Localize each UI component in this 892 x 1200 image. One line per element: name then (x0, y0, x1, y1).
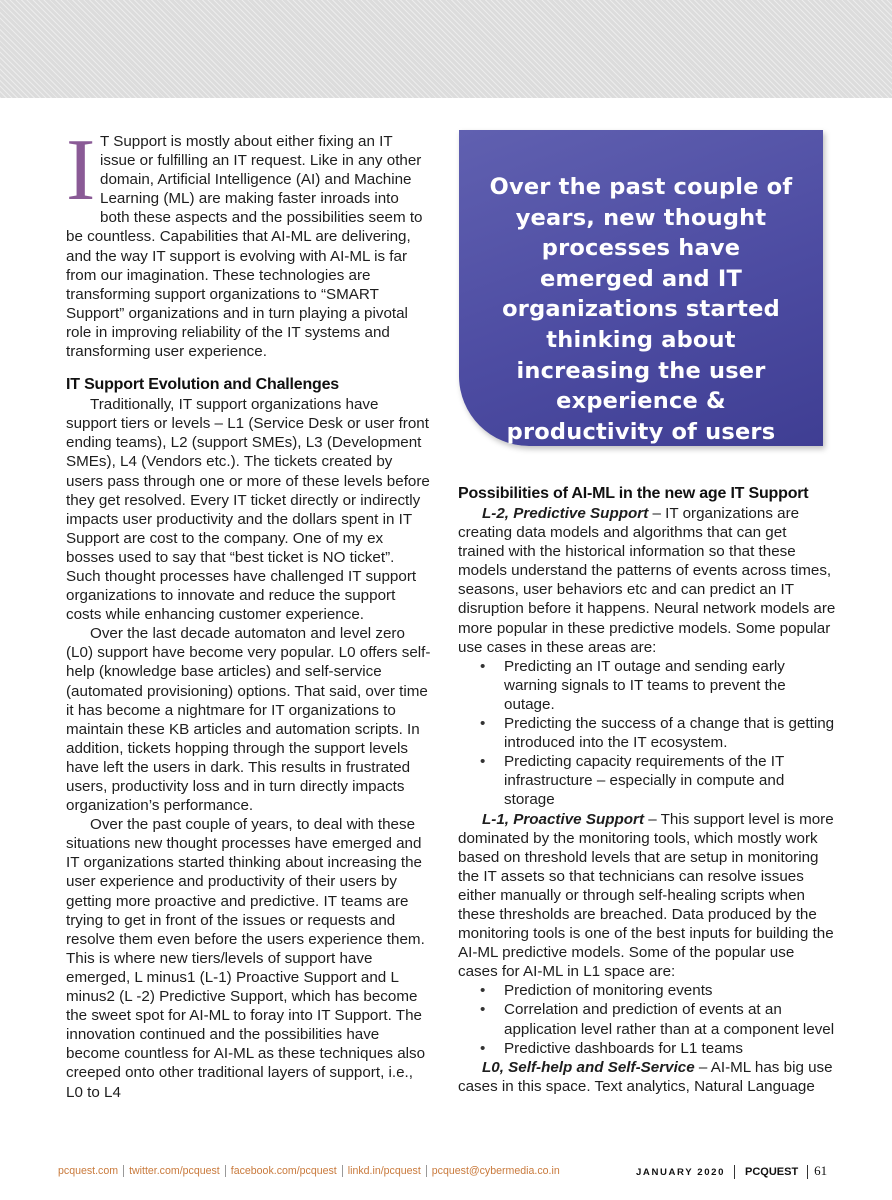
pull-quote-box (459, 130, 823, 446)
l1-text: – This support level is more dominated by the monitoring tools, which mostly work based on threshold levels that are setup in monitoring the IT assets so that technicians can resolve issues either manually or through self-healing scripts when these thresholds are breached. Data produced by the monitoring tools is one of the best inputs for building the AI-ML predictive models. Some of the popular use cases for AI-ML in L1 space are: (458, 810, 834, 981)
footer-divider (807, 1165, 808, 1179)
header-band (0, 0, 892, 98)
footer-divider (426, 1165, 427, 1177)
intro-text: T Support is mostly about either fixing an IT issue or fulfilling an IT request. Like in any other domain, Artificial Intelligence (AI) and Machine Learning (ML) are making faster inroads into both these aspects and the possibilities seem to be countless. Capabilities that AI-ML are delivering, and the way IT support is evolving with AI-ML is far from our imagination. These technologies are transforming support organizations to “SMART Support” organizations and in turn playing a pivotal role in improving reliability of the IT systems and transforming user experience. (66, 133, 423, 361)
l2-paragraph (458, 504, 836, 657)
drop-cap: I (66, 122, 96, 219)
l2-text: – IT organizations are creating data models and algorithms that can get trained with the historical information so that these models understand the patterns of events across times, seasons, user behaviors etc and can predict an IT disruption before it happens. Neural network models are more popular in these predictive models. Some popular use cases in these areas are: (458, 505, 836, 656)
body-paragraph: Traditionally, IT support organizations have support tiers or levels – L1 (Service Desk or user front ending teams), L2 (support SMEs), L3 (Development SMEs), L4 (Vendors etc.). The tickets created by users pass through one or more of these levels before they get resolved. Every IT ticket directly or indirectly impacts user productivity and the dollars spent in IT Support are cost to the company. One of my ex bosses used to say that “best ticket is NO ticket”. Such thought processes have challenged IT support organizations to innovate and reduce the support costs while enhancing customer experience. (66, 396, 430, 624)
list-item: • Correlation and prediction of events at an application level rather than at a component level (504, 1000, 836, 1038)
footer-link-linkedin[interactable]: linkd.in/pcquest (347, 1165, 421, 1177)
footer-link-website[interactable]: pcquest.com (58, 1165, 119, 1177)
footer-divider (225, 1165, 226, 1177)
footer-link-twitter[interactable]: twitter.com/pcquest (129, 1165, 220, 1177)
magazine-brand: PCQUEST (745, 1166, 799, 1178)
pull-quote-text: Over the past couple of years, new thought processes have emerged and IT organizations started thinking about increasing the user experience & productivity of users (489, 174, 793, 445)
section-heading-evolution: IT Support Evolution and Challenges (66, 376, 340, 394)
footer-link-facebook[interactable]: facebook.com/pcquest (230, 1165, 337, 1177)
footer-divider (342, 1165, 343, 1177)
page-number: 61 (814, 1163, 828, 1178)
list-item: • Predictive dashboards for L1 teams (504, 1039, 836, 1058)
page-footer (0, 1160, 892, 1182)
l2-bullet-list (458, 657, 836, 810)
body-paragraph: Over the last decade automaton and level zero (L0) support have become very popular. L0 offers self-help (knowledge base articles) and self-service (automated provisioning) options. That said, over time it has become a nightmare for IT organizations to maintain these KB articles and automation scripts. In addition, tickets hopping through the support levels have left the users in dark. This results in frustrated users, productivity loss and in turn directly impacts organization’s performance. (66, 625, 431, 815)
footer-links (58, 1160, 560, 1182)
l1-bullet-list (458, 981, 836, 1057)
intro-paragraph (66, 122, 432, 361)
left-column (66, 122, 432, 1102)
list-item: • Predicting capacity requirements of the IT infrastructure – especially in compute and storage (504, 752, 836, 809)
list-item: • Predicting an IT outage and sending early warning signals to IT teams to prevent the outage. (504, 657, 836, 714)
list-item: • Predicting the success of a change that is getting introduced into the IT ecosystem. (504, 714, 836, 752)
list-item: • Prediction of monitoring events (504, 981, 836, 1000)
footer-issue-info (636, 1160, 827, 1184)
l1-lead: L-1, Proactive Support (482, 810, 645, 828)
l0-text: – AI-ML has big use cases in this space. Text analytics, Natural Language (458, 1058, 833, 1095)
body-paragraph: Over the past couple of years, to deal with these situations new thought processes have emerged and IT organizations started thinking about increasing the user experience and productivity of their users by getting more proactive and predictive. IT teams are trying to get in front of the issues or requests and resolve them even before the users experience them. This is where new tiers/levels of support have emerged, L minus1 (L-1) Proactive Support and L minus2 (L -2) Predictive Support, which has become the sweet spot for AI-ML to foray into IT Support. The innovation continued and the possibilities have become countless for AI-ML as these techniques also creeped onto other traditional layers of support, i.e., L0 to L4 (66, 816, 426, 1101)
l1-paragraph (458, 810, 836, 982)
issue-month: JANUARY 2020 (636, 1167, 726, 1178)
footer-divider (123, 1165, 124, 1177)
footer-divider (734, 1165, 735, 1179)
section-heading-possibilities: Possibilities of AI-ML in the new age IT Support (458, 485, 809, 502)
right-column (458, 484, 836, 1096)
footer-link-email[interactable]: pcquest@cybermedia.co.in (431, 1165, 560, 1177)
l2-lead: L-2, Predictive Support (482, 505, 649, 522)
l0-lead: L0, Self-help and Self-Service (482, 1058, 695, 1076)
l0-paragraph (458, 1058, 836, 1096)
